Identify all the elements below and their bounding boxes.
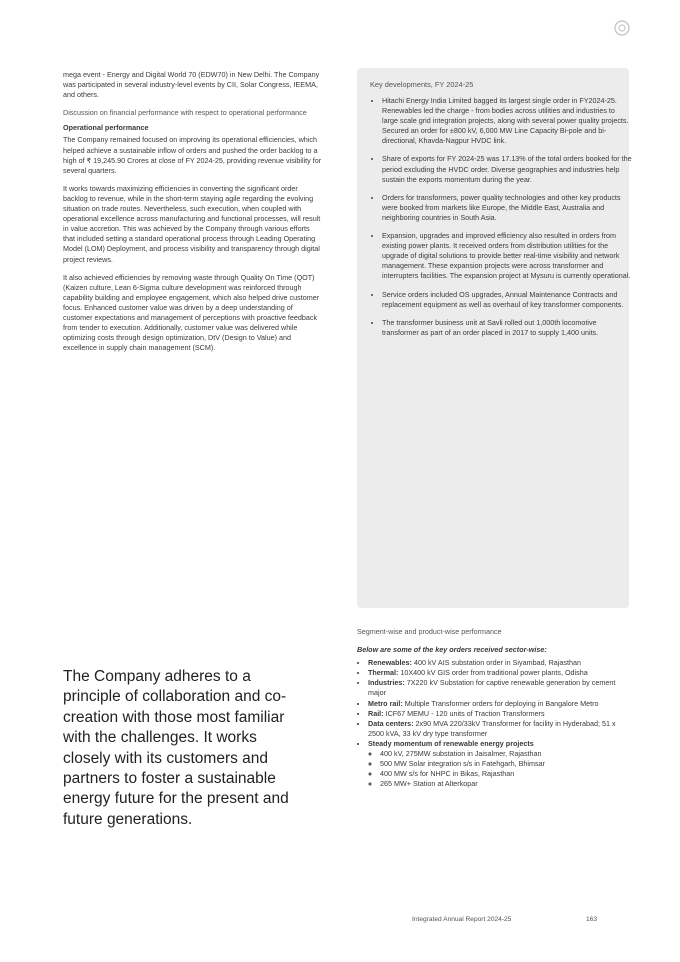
sub-list-item: ◦ 265 MW+ Station at Alterkopar [380,779,629,789]
list-item [368,739,629,789]
intro-paragraph: mega event - Energy and Digital World 70 (EDW70) in New Delhi. The Company was participated in several industry-level events by CII, Solar Congress, IEEMA, and others. [63,70,320,100]
paragraph-3: It also achieved efficiencies by removing waste through Quality On Time (QOT) (Kaizen culture, Lean 6-Sigma culture development was reinforced through capability building and employee engagement, which also helped drive customer focus. Enhanced customer value was driven by a deep understanding of customer expectations and management of perceptions with proactive feedback from tender to execution. Additionally, customer value was delivered while optimizing costs through design optimization, DtV (Design to Value) and excellence in supply chain management (SCM). [63,272,320,353]
segment-title: Segment-wise and product-wise performance [357,627,502,636]
item-label: Thermal: [368,668,399,678]
list-item: • Share of exports for FY 2024-25 was 17.13% of the total orders booked for the period excluding the HVDC order. Diverse geographies and industries help sustain the exports momentum during the year. [382,154,632,184]
list-item: • Expansion, upgrades and improved efficiency also resulted in orders from existing power plants. It received orders from distribution utilities for the upgrade of digital solutions to provide better real-time visibility and network management. These expansion projects were across transformer and interrupters facilities. The expansion project at Mysuru is currently operational. [382,231,632,281]
box-title: Key developments, FY 2024-25 [370,80,474,89]
list-item: • Orders for transformers, power quality technologies and other key products were booked from markets like Europe, the Middle East, Australia and neighboring countries in South Asia. [382,193,632,223]
list-item: • Service orders included OS upgrades, Annual Maintenance Contracts and replacement equipment as well as overhaul of key transformer components. [382,290,632,310]
item-text: 2x90 MVA 220/33kV Transformer for facility in Hyderabad; 51 x 2500 kVA, 33 kV dry type transformer [368,718,616,738]
item-text: ICF67 MEMU - 120 units of Traction Transformers [385,708,545,718]
item-label: Data centers: [368,718,414,728]
company-logo-icon [612,18,632,38]
item-label: Steady momentum of renewable energy projects [368,738,534,748]
key-developments-list [370,96,632,346]
item-label: Rail: [368,708,384,718]
left-column [63,70,323,361]
key-developments-box [357,68,632,608]
segment-intro: Below are some of the key orders received sector-wise: [357,645,547,655]
list-item [368,719,629,739]
orders-list [357,658,629,789]
page-number: 163 [586,916,598,923]
list-item: • The transformer business unit at Savli rolled out 1,000th locomotive transformer as part of an order placed in 2017 to supply 1,400 units. [382,318,632,338]
list-item: • Hitachi Energy India Limited bagged its largest single order in FY2024-25. Renewables led the charge - from bodies across utilities and industries to large scale grid integration projects, along with several power quality projects. Secured an order for ±800 kV, 6,000 MW Line Capacity Bi-pole and bi-directional, Khavda-Nagpur HVDC link. [382,96,632,146]
item-label: Renewables: [368,658,412,668]
list-item [368,678,629,698]
item-label: Metro rail: [368,698,403,708]
sub-list-item: ◦ 500 MW Solar integration s/s in Fatehgarh, Bhimsar [380,759,629,769]
list-item [368,709,629,719]
subheading: Operational performance [63,123,149,133]
report-title: Integrated Annual Report 2024-25 [412,916,512,923]
list-item [368,668,629,678]
paragraph-2: It works towards maximizing efficiencies in converting the significant order backlog to revenue, while in the short-term staying agile regarding the evolving situation on trade routes. Nevertheless, such execution, when coupled with operational excellence across manufacturing and functional processes, will result in value accretion. This was achieved by the Company through various efforts that included setting a standard operational process through Leading Operating Model (LOM) Deployment, and process visibility and transparency through digital project reviews. [63,183,321,264]
item-label: Industries: [368,678,405,688]
paragraph-1: The Company remained focused on improving its operational efficiencies, which helped achieve a sustainable inflow of orders and pushed the order backlog to a high of ₹ 19,245.90 Crores at close of FY 2024-25, providing revenue visibility for several quarters. [63,135,322,175]
page-footer [412,916,612,923]
sub-list-item: ◦ 400 MW s/s for NHPC in Bikas, Rajasthan [380,769,629,779]
segment-performance-section [357,627,629,789]
renewable-projects-list [368,749,629,789]
item-text: Multiple Transformer orders for deploying in Bangalore Metro [404,698,599,708]
item-text: 10X400 kV GIS order from traditional power plants, Odisha [400,668,588,678]
item-text: 7X220 kV Substation for captive renewable generation by cement major [368,678,616,698]
list-item [368,658,629,668]
sub-list-item: ◦ 400 kV, 275MW substation in Jaisalmer, Rajasthan [380,749,629,759]
pull-quote: The Company adheres to a principle of collaboration and co-creation with those most familiar with the challenges. It works closely with its customers and partners to foster a sustainable energy future for the present and future generations. [63,668,289,828]
section-heading: Discussion on financial performance with respect to operational performance [63,108,307,118]
list-item [368,699,629,709]
item-text: 400 kV AIS substation order in Siyambad, Rajasthan [413,658,581,668]
